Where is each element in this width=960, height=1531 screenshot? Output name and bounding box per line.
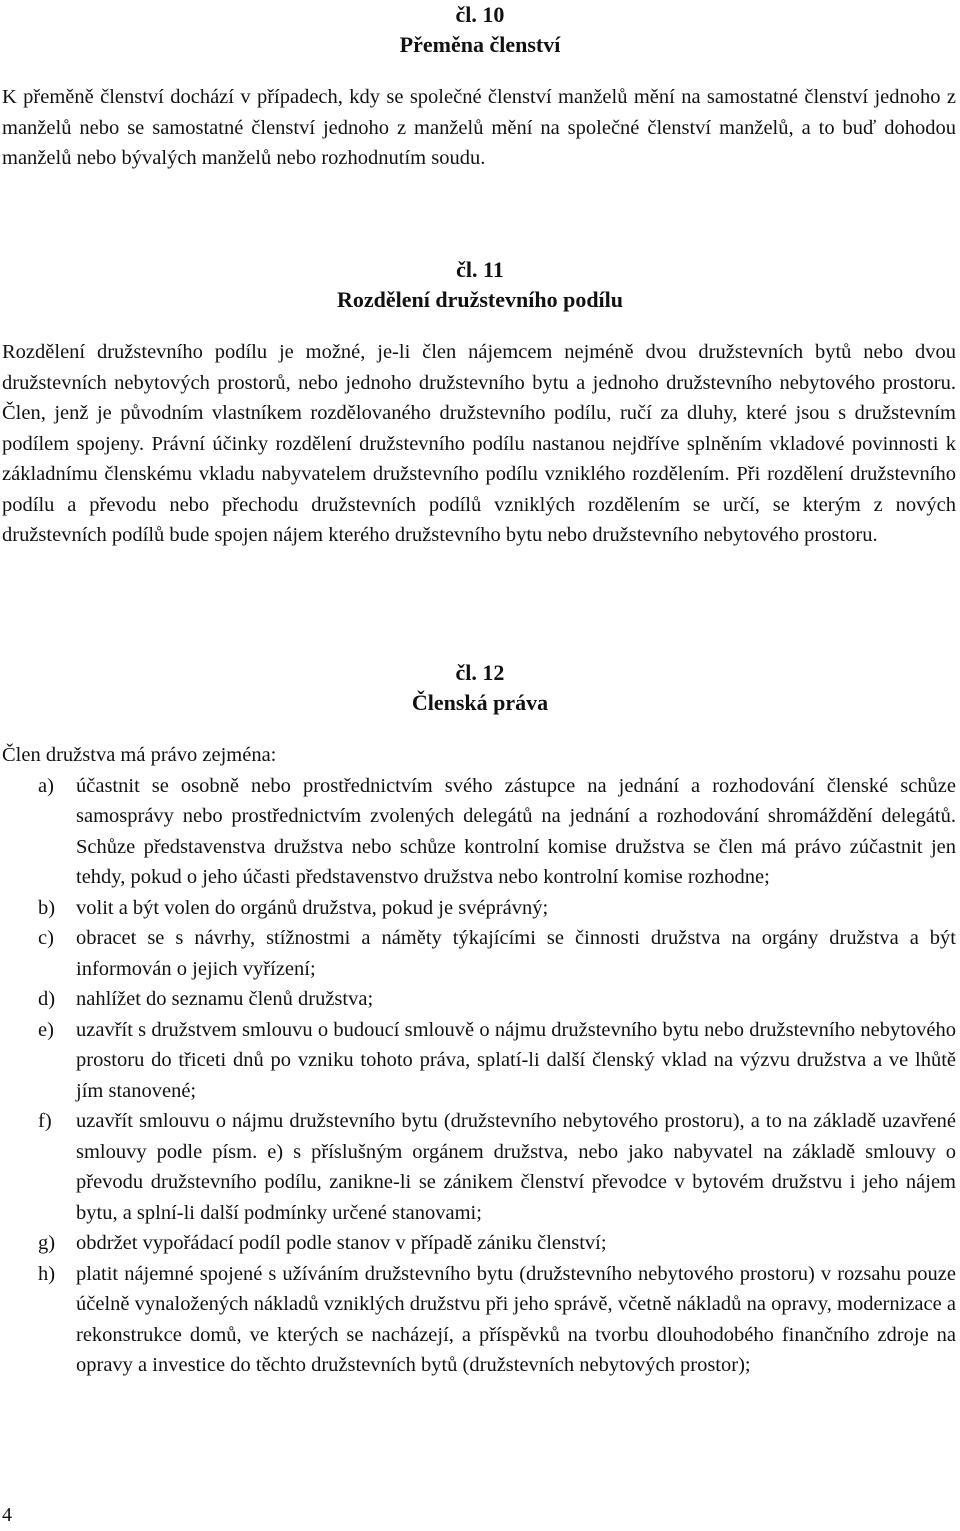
item-marker: d) <box>38 988 56 1010</box>
item-text: obdržet vypořádací podíl podle stanov v případě zániku členství; <box>76 1232 607 1254</box>
article-number: čl. 11 <box>456 257 504 282</box>
article-number: čl. 12 <box>455 660 505 685</box>
item-marker: b) <box>38 896 56 919</box>
item-marker: e) <box>38 1018 54 1041</box>
item-marker: f) <box>38 1110 52 1132</box>
item-marker: a) <box>38 774 54 797</box>
page-number: 4 <box>2 1504 12 1526</box>
item-text: obracet se s návrhy, stížnostmi a náměty týkajícími se činnosti družstva na orgány družstva a být informován o jejich vyřízení; <box>76 927 956 980</box>
item-marker: g) <box>38 1232 56 1254</box>
list-item <box>0 771 956 893</box>
article-12 <box>0 658 960 1381</box>
item-text: nahlížet do seznamu členů družstva; <box>76 988 374 1010</box>
item-marker: c) <box>38 927 54 949</box>
item-text: účastnit se osobně nebo prostřednictvím svého zástupce na jednání a rozhodování členské schůze samosprávy nebo prostřednictvím zvolených delegátů na jednání a rozhodování shromáždění delegátů. Schůze představenstva družstva nebo schůze kontrolní komise družstva se člen má právo zúčastnit jen tehdy, pokud o jeho účasti představenstvo družstva nebo kontrolní komise rozhodne; <box>76 774 956 888</box>
list-item <box>0 1259 956 1381</box>
list-item <box>0 984 956 1015</box>
article-number: čl. 10 <box>455 2 505 27</box>
item-marker: h) <box>38 1262 56 1285</box>
article-title: Rozdělení družstevního podílu <box>336 287 624 312</box>
item-text: uzavřít smlouvu o nájmu družstevního bytu (družstevního nebytového prostoru), a to na základě uzavřené smlouvy podle písm. e) s příslušným orgánem družstva, nebo jako nabyvatel na základě smlouvy o převodu družstevního podílu, zanikne-li se zánikem členství převodce v bytovém družstvu i jeho nájem bytu, a splní-li další podmínky určené stanovami; <box>76 1110 956 1224</box>
list-item <box>0 923 956 984</box>
list-item <box>0 1015 956 1107</box>
article-paragraph: K přeměně členství dochází v případech, kdy se společné členství manželů mění na samostatné členství jednoho z manželů nebo se samostatné členství jednoho z manželů mění na společné členství manželů, a to buď dohodou manželů nebo bývalých manželů nebo rozhodnutím soudu. <box>2 86 956 169</box>
list-item <box>0 1228 956 1259</box>
article-10 <box>0 0 960 174</box>
article-11 <box>0 255 960 551</box>
article-title: Členská práva <box>411 690 549 715</box>
list-item <box>0 1106 956 1228</box>
article-paragraph: Rozdělení družstevního podílu je možné, je-li člen nájemcem nejméně dvou družstevních bytů nebo dvou družstevních nebytových prostorů, nebo jednoho družstevního bytu a jednoho družstevního nebytového prostoru. Člen, jenž je původním vlastníkem rozdělovaného družstevního podílu, ručí za dluhy, které jsou s družstevním podílem spojeny. Právní účinky rozdělení družstevního podílu nastanou nejdříve splněním vkladové povinnosti k základnímu členskému vkladu nabyvatelem družstevního podílu vzniklého rozdělením. Při rozdělení družstevního podílu a převodu nebo přechodu družstevních podílů vzniklých rozdělením se určí, se kterým z nových družstevních podílů bude spojen nájem kterého družstevního bytu nebo družstevního nebytového prostoru. <box>2 341 956 546</box>
list-item <box>0 893 956 924</box>
item-text: platit nájemné spojené s užíváním družstevního bytu (družstevního nebytového prostoru) v rozsahu pouze účelně vynaložených nákladů vzniklých družstvu při jeho správě, včetně nákladů na opravy, modernizace a rekonstrukce domů, ve kterých se nacházejí, a příspěvků na tvorbu dlouhodobého finančního zdroje na opravy a investice do těchto družstevních bytů (družstevních nebytových prostor); <box>76 1262 956 1376</box>
list-intro: Člen družstva má právo zejména: <box>2 744 277 766</box>
item-text: volit a být volen do orgánů družstva, pokud je svéprávný; <box>76 896 549 919</box>
rights-list <box>0 771 956 1381</box>
article-title: Přeměna členství <box>399 32 561 57</box>
item-text: uzavřít s družstvem smlouvu o budoucí smlouvě o nájmu družstevního bytu nebo družstevního nebytového prostoru do třiceti dnů po vzniku tohoto práva, splatí-li další členský vklad na výzvu družstva a ve lhůtě jím stanovené; <box>76 1018 956 1102</box>
